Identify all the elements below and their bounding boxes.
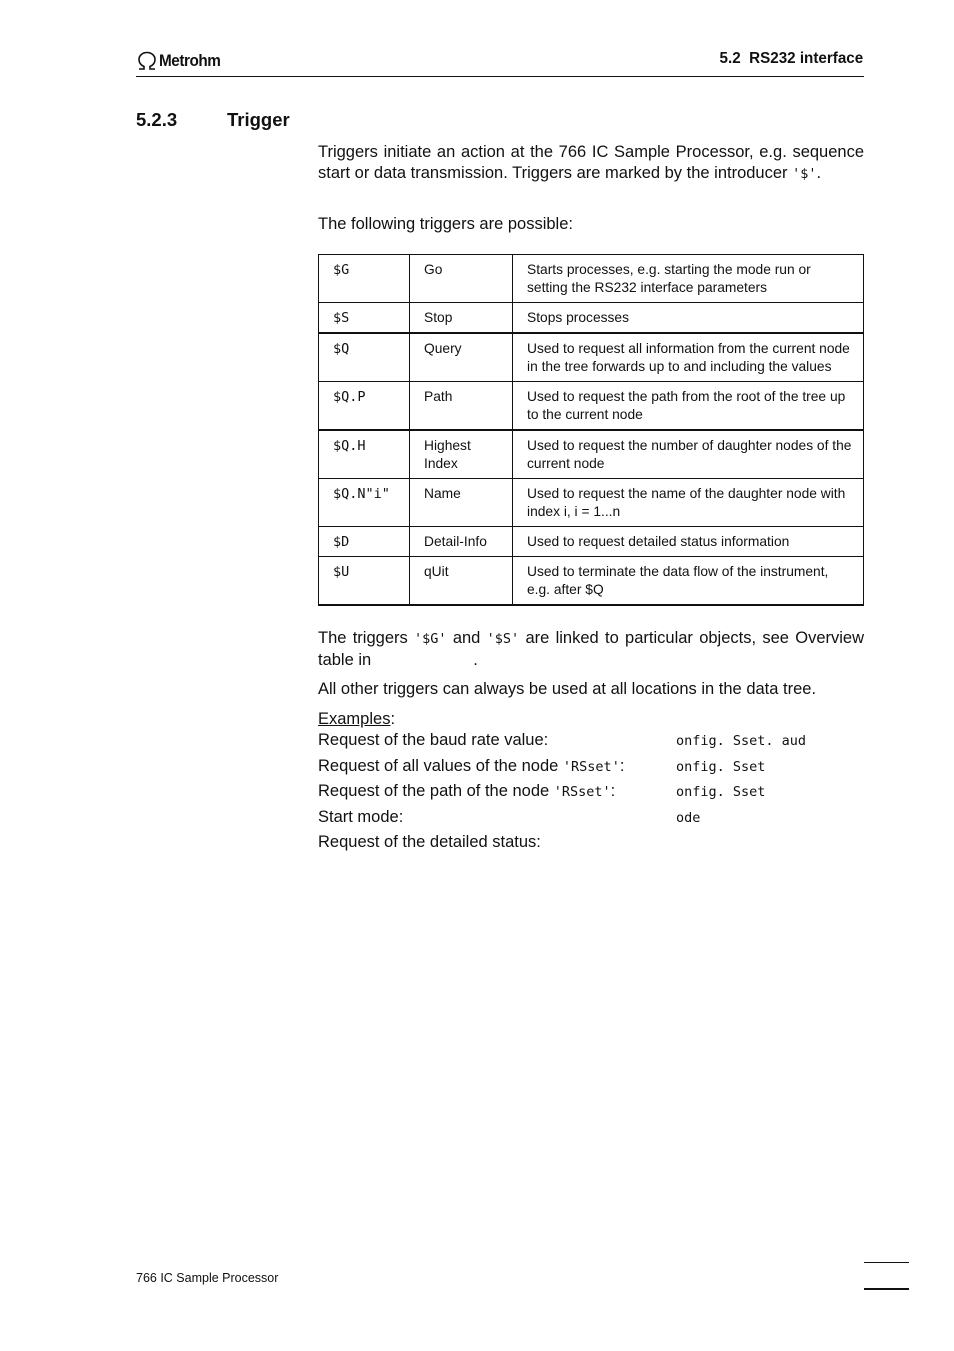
trigger-code-cell: $G — [319, 255, 410, 303]
linked-text-and: and — [446, 629, 487, 647]
trigger-name-cell: qUit — [410, 557, 513, 606]
trigger-code-g: '$G' — [414, 631, 447, 647]
footer-rule-top — [864, 1262, 909, 1263]
linked-text-end: . — [473, 651, 478, 669]
trigger-code-cell: $Q.P — [319, 382, 410, 431]
trigger-desc-cell: Used to request the name of the daughter node with index i, i = 1...n — [513, 479, 864, 527]
trigger-code-cell: $D — [319, 527, 410, 557]
example-label — [318, 756, 624, 778]
trigger-code-cell: $Q — [319, 333, 410, 382]
brand-logo — [136, 50, 227, 72]
section-reference: 5.2 RS232 interface — [719, 50, 863, 67]
trigger-code-s: '$S' — [486, 631, 520, 647]
intro-text: Triggers initiate an action at the 766 IC Sample Processor, e.g. sequence start or data transmission. Triggers are marked by the introducer — [318, 143, 864, 182]
example-node-code: 'RSset' — [562, 759, 620, 775]
example-label-text: Request of the baud rate value: — [318, 731, 549, 749]
trigger-desc-cell: Used to request the number of daughter nodes of the current node — [513, 430, 864, 479]
example-command-code: onfig. Sset — [676, 759, 766, 775]
example-label-end: : — [619, 757, 625, 775]
examples-heading — [318, 709, 395, 730]
example-label-end: : — [610, 782, 616, 800]
trigger-name-cell: Highest Index — [410, 430, 513, 479]
trigger-desc-cell: Used to request the path from the root of the tree up to the current node — [513, 382, 864, 431]
other-triggers-text: All other triggers can always be used at all locations in the data tree. — [318, 680, 817, 698]
examples-colon: : — [390, 710, 396, 728]
section-number: 5.2.3 — [136, 109, 178, 130]
table-row — [319, 479, 864, 527]
example-command-code: ode — [676, 810, 701, 826]
table-row — [319, 303, 864, 334]
example-command-code: onfig. Sset — [676, 784, 766, 800]
example-label — [318, 781, 615, 803]
example-label-text: Request of the detailed status: — [318, 833, 541, 851]
table-row — [319, 255, 864, 303]
examples-title: Examples — [318, 710, 391, 728]
example-label — [318, 807, 403, 829]
trigger-code-cell: $Q.N"i" — [319, 479, 410, 527]
trigger-name-cell: Path — [410, 382, 513, 431]
trigger-desc-cell: Used to request all information from the current node in the tree forwards up to and including the values — [513, 333, 864, 382]
introducer-code: '$' — [792, 166, 817, 182]
trigger-name-cell: Query — [410, 333, 513, 382]
footer-rule-bottom — [864, 1288, 909, 1290]
linked-text: The triggers — [318, 629, 415, 647]
trigger-name-cell: Go — [410, 255, 513, 303]
footer-product: 766 IC Sample Processor — [136, 1271, 279, 1285]
trigger-desc-cell: Used to request detailed status information — [513, 527, 864, 557]
intro-text-end: . — [816, 164, 822, 182]
example-node-code: 'RSset' — [553, 784, 611, 800]
header-divider — [136, 76, 864, 77]
linked-text-ref: are linked to particular objects, see Overview table in — [318, 629, 864, 669]
possible-triggers-text: The following triggers are possible: — [318, 215, 573, 233]
table-row — [319, 333, 864, 382]
trigger-table — [318, 254, 864, 606]
trigger-desc-cell: Starts processes, e.g. starting the mode run or setting the RS232 interface parameters — [513, 255, 864, 303]
table-row — [319, 527, 864, 557]
linked-triggers-paragraph — [318, 628, 864, 671]
example-label-text: Request of the path of the node — [318, 782, 554, 800]
table-row — [319, 430, 864, 479]
trigger-code-cell: $Q.H — [319, 430, 410, 479]
trigger-name-cell: Stop — [410, 303, 513, 334]
trigger-desc-cell: Used to terminate the data flow of the instrument, e.g. after $Q — [513, 557, 864, 606]
section-heading — [136, 109, 290, 131]
brand-name: Metrohm — [159, 51, 221, 70]
table-row — [319, 557, 864, 606]
example-label-text: Request of all values of the node — [318, 757, 563, 775]
trigger-desc-cell: Stops processes — [513, 303, 864, 334]
example-command-code: onfig. Sset. aud — [676, 733, 807, 749]
trigger-code-cell: $U — [319, 557, 410, 606]
trigger-code-cell: $S — [319, 303, 410, 334]
example-label-text: Start mode: — [318, 808, 404, 826]
section-title: Trigger — [227, 109, 290, 130]
table-row — [319, 382, 864, 431]
trigger-name-cell: Name — [410, 479, 513, 527]
trigger-name-cell: Detail-Info — [410, 527, 513, 557]
omega-logo-icon — [136, 51, 158, 71]
intro-paragraph — [318, 142, 864, 185]
example-label — [318, 832, 541, 854]
example-label — [318, 730, 548, 752]
